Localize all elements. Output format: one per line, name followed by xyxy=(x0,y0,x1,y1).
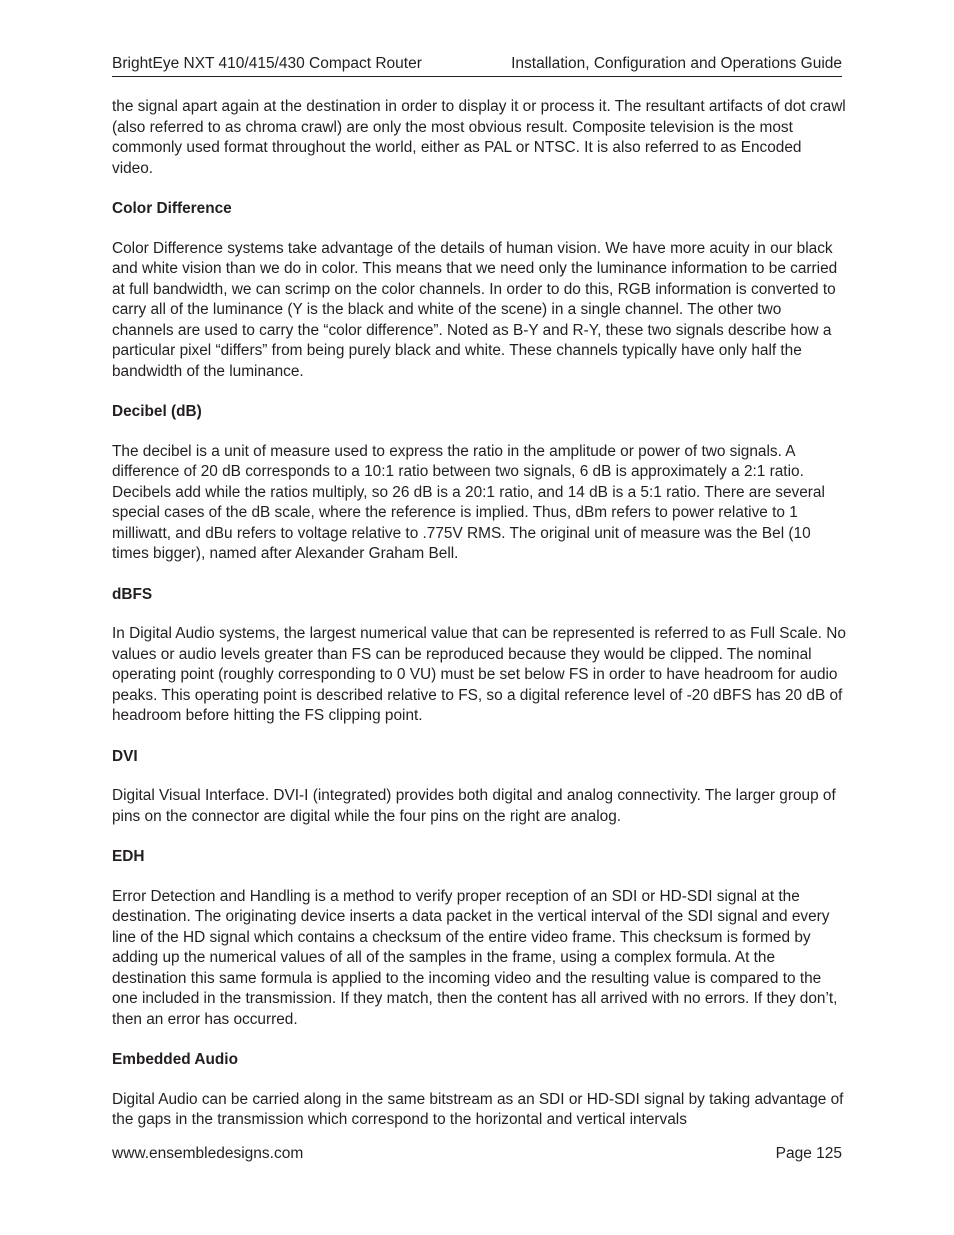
page-content xyxy=(112,97,846,1151)
paragraph-embedded-audio: Digital Audio can be carried along in the same bitstream as an SDI or HD-SDI signal by taking advantage of the gaps in the transmission which correspond to the horizontal and vertical intervals xyxy=(112,1090,844,1128)
heading-dbfs: dBFS xyxy=(112,585,153,603)
website-link[interactable]: www.ensembledesigns.com xyxy=(112,1145,304,1162)
page-header xyxy=(112,54,842,77)
paragraph-dbfs: In Digital Audio systems, the largest numerical value that can be represented is referred to as Full Scale. No values or audio levels greater than FS can be reproduced because they would be clipped. The nominal operating point (roughly corresponding to 0 VU) must be set below FS in order to have headroom for audio peaks. This operating point is described relative to FS, so a digital reference level of -20 dBFS has 20 dB of headroom before hitting the FS clipping point. xyxy=(112,625,846,724)
heading-embedded-audio: Embedded Audio xyxy=(112,1051,238,1068)
paragraph-dvi: Digital Visual Interface. DVI-I (integrated) provides both digital and analog connectivity. The larger group of pins on the connector are digital while the four pins on the right are analog. xyxy=(112,787,836,825)
document-title: BrightEye NXT 410/415/430 Compact Router xyxy=(112,55,422,72)
heading-decibel: Decibel (dB) xyxy=(112,403,202,420)
intro-paragraph: the signal apart again at the destination in order to display it or process it. The resultant artifacts of dot crawl (also referred to as chroma crawl) are only the most obvious result. Composite television is the most commonly used format throughout the world, either as PAL or NTSC. It is also referred to as Encoded video. xyxy=(112,98,846,177)
paragraph-color-difference: Color Difference systems take advantage of the details of human vision. We have more acuity in our black and white vision than we do in color. This means that we need only the luminance information to be carried at full bandwidth, we can scrimp on the color channels. In order to do this, RGB information is converted to carry all of the luminance (Y is the black and white of the scene) in a single channel. The other two channels are used to carry the “color difference”. Noted as B-Y and R-Y, these two signals describe how a particular pixel “differs” from being purely black and white. These channels typically have only half the bandwidth of the luminance. xyxy=(112,239,838,380)
page-footer xyxy=(112,1145,842,1167)
paragraph-decibel: The decibel is a unit of measure used to express the ratio in the amplitude or power of two signals. A difference of 20 dB corresponds to a 10:1 ratio between two signals, 6 dB is approximately a 2:1 ratio. Decibels add while the ratios multiply, so 26 dB is a 20:1 ratio, and 14 dB is a 5:1 ratio. There are several special cases of the dB scale, where the reference is implied. Thus, dBm refers to power relative to 1 milliwatt, and dBu refers to voltage relative to .775V RMS. The original unit of measure was the Bel (10 times bigger), named after Alexander Graham Bell. xyxy=(112,442,825,562)
guide-title: Installation, Configuration and Operations Guide xyxy=(511,55,842,72)
paragraph-edh: Error Detection and Handling is a method to verify proper reception of an SDI or HD-SDI signal at the destination. The originating device inserts a data packet in the vertical interval of the SDI signal and every line of the HD signal which contains a checksum of the entire video frame. This checksum is formed by adding up the numerical values of all of the samples in the frame, using a complex formula. At the destination this same formula is applied to the incoming video and the resulting value is compared to the one included in the transmission. If they match, then the content has all arrived with no errors. If they don’t, then an error has occurred. xyxy=(112,887,838,1028)
heading-color-difference: Color Difference xyxy=(112,200,232,217)
heading-edh: EDH xyxy=(112,848,145,865)
heading-dvi: DVI xyxy=(112,747,138,765)
page-number: Page 125 xyxy=(775,1145,842,1162)
